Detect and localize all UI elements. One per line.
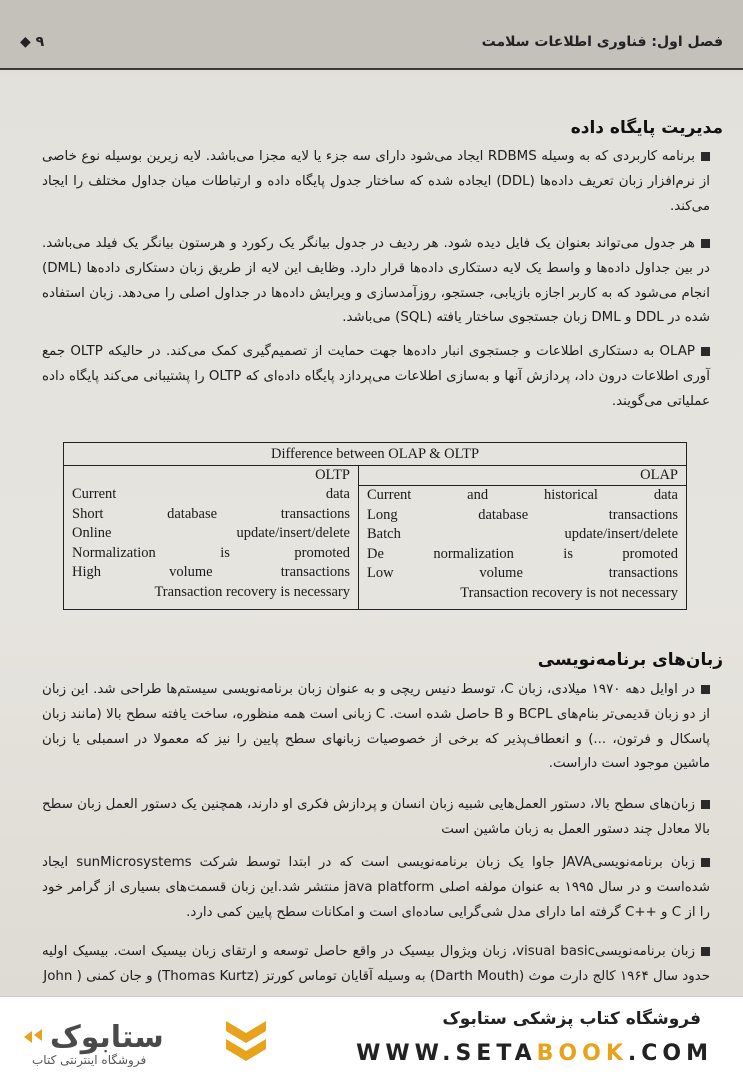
setabook-logo-mark (20, 1015, 200, 1055)
square-bullet-icon (701, 947, 710, 956)
paragraph: برنامه کاربردی که به وسیله RDBMS ایجاد می‌شود دارای سه جزء یا لایه مجزا می‌باشد. لایه زیرین بوسیله نوع خاصی از نرم‌افزار زبان تعریف داده‌ها (DDL) ایجاده شده که ساختار جدول پایگاه داده و ارتباطات میان جداول مختلف را ایجاد می‌کند. (42, 149, 710, 214)
table-cell: Normalization is promoted (72, 544, 350, 561)
olap-column (359, 466, 686, 609)
paragraph: زبان برنامه‌نویسیJAVA جاوا یک زبان برنامه‌نویسی است که در ابتدا توسط شرکت sunMicrosystems ایجاد شده‌است و در سال ۱۹۹۵ به عنوان مولفه اصلی java platform منتشر شد.این زبان قسمت‌های بسیاری از گرامر خود را از C و ++C گرفته اما دارای مدل شی‌گرایی ساده‌ای است و امکانات سطح پایین کمی دارد. (42, 855, 710, 920)
table-cell: Transaction recovery is not necessary (460, 584, 678, 601)
logo-subtitle: فروشگاه اینترنتی کتاب (32, 1053, 147, 1067)
square-bullet-icon (701, 347, 710, 356)
page-number: ۹ ◆ (20, 34, 45, 50)
setabook-logo (20, 1009, 270, 1071)
section-title-programming-languages: زبان‌های برنامه‌نویسی (537, 650, 723, 670)
olap-oltp-comparison-table (63, 442, 687, 610)
table-cell: Transaction recovery is necessary (154, 583, 350, 600)
square-bullet-icon (701, 685, 710, 694)
table-cell: Low volume transactions (367, 565, 678, 581)
table-cell: Current data (72, 486, 350, 502)
paragraph: هر جدول می‌تواند بعنوان یک فایل دیده شود. هر ردیف در جدول بیانگر یک رکورد و هرستون بیانگر یک فیلد می‌باشد. در بین جداول داده‌ها و واسط یک لایه دستکاری داده‌ها قرار دارد. وظایف این لایه از طریق زبان دستکاری داده‌ها (DML) انجام می‌شود که به کاربر اجازه بازیابی، جستجو، روزآمدسازی و ویرایش داده‌ها در جداول اصلی را می‌دهد. زبان استفاده شده در DDL و DML زبان جستجوی ساختار یافته (SQL) می‌باشد. (42, 236, 710, 326)
square-bullet-icon (701, 152, 710, 161)
paragraph: OLAP به دستکاری اطلاعات و جستجوی انبار داده‌ها جهت حمایت از تصمیم‌گیری کمک می‌کند. در حالیکه OLTP جمع آوری اطلاعات درون داد، پردازش آنها و به‌سازی اطلاعات می‌پردازد پایگاه داده‌ای که OLTP را پشتیبانی می‌کند پایگاه داده عملیاتی می‌گویند. (42, 344, 710, 409)
paragraph: در اوایل دهه ۱۹۷۰ میلادی، زبان C، توسط دنیس ریچی و به عنوان زبان برنامه‌نویسی سیستم‌ها طراحی شد. این زبان از دو زبان قدیمی‌تر بنام‌های BCPL و B حاصل شده است. C زبانی است همه منظوره، ساخت یافته سطح بالا (مانند زبان پاسکال و فرتون، ...) و انعطاف‌پذیر که برخی از خصوصیات زبانهای سطح پایین را نیز که معمولا در اسمبلی یا زبان ماشین موجود است داراست. (42, 682, 710, 772)
table-cell: Online update/insert/delete (72, 525, 350, 541)
table-cell: De normalization is promoted (367, 545, 678, 562)
chapter-title: فصل اول: فناوری اطلاعات سلامت (481, 34, 723, 50)
paragraph: زبان‌های سطح بالا، دستور العمل‌هایی شبیه زبان انسان و پردازش فکری او دارند، همچنین یک دستور العمل زبان سطح بالا معادل چند دستور العمل به زبان ماشین است (42, 797, 710, 837)
olap-header: OLAP (359, 466, 686, 486)
store-footer-banner (0, 996, 743, 1081)
chevron-stack-icon (222, 1013, 270, 1069)
square-bullet-icon (701, 239, 710, 248)
section-title-database: مدیریت پایگاه داده (570, 118, 723, 138)
table-cell: Batch update/insert/delete (367, 526, 678, 542)
table-title: Difference between OLAP & OLTP (64, 443, 686, 466)
table-cell: High volume transactions (72, 564, 350, 580)
square-bullet-icon (701, 858, 710, 867)
table-cell: Long database transactions (367, 506, 678, 523)
table-cell: Current and historical data (367, 487, 678, 503)
table-cell: Short database transactions (72, 505, 350, 522)
oltp-header: OLTP (315, 467, 350, 483)
logo-word: ستابوک (50, 1020, 164, 1055)
oltp-column (64, 466, 359, 609)
store-name: فروشگاه کتاب پزشکی ستابوک (442, 1009, 701, 1029)
store-url[interactable]: WWW.SETABOOK.COM (356, 1041, 713, 1066)
page-header (0, 0, 743, 70)
paragraph: زبان برنامه‌نویسیvisual basic، زبان ویژوال بیسیک در واقع حاصل توسعه و ارتقای زبان بیسیک است. بیسیک اولیه حدود سال ۱۹۶۴ کالج دارت موث (Darth Mouth) به وسیله آقایان توماس کورتز (Thomas Kurtz) و جان کمنی ( John (42, 944, 710, 984)
square-bullet-icon (701, 800, 710, 809)
